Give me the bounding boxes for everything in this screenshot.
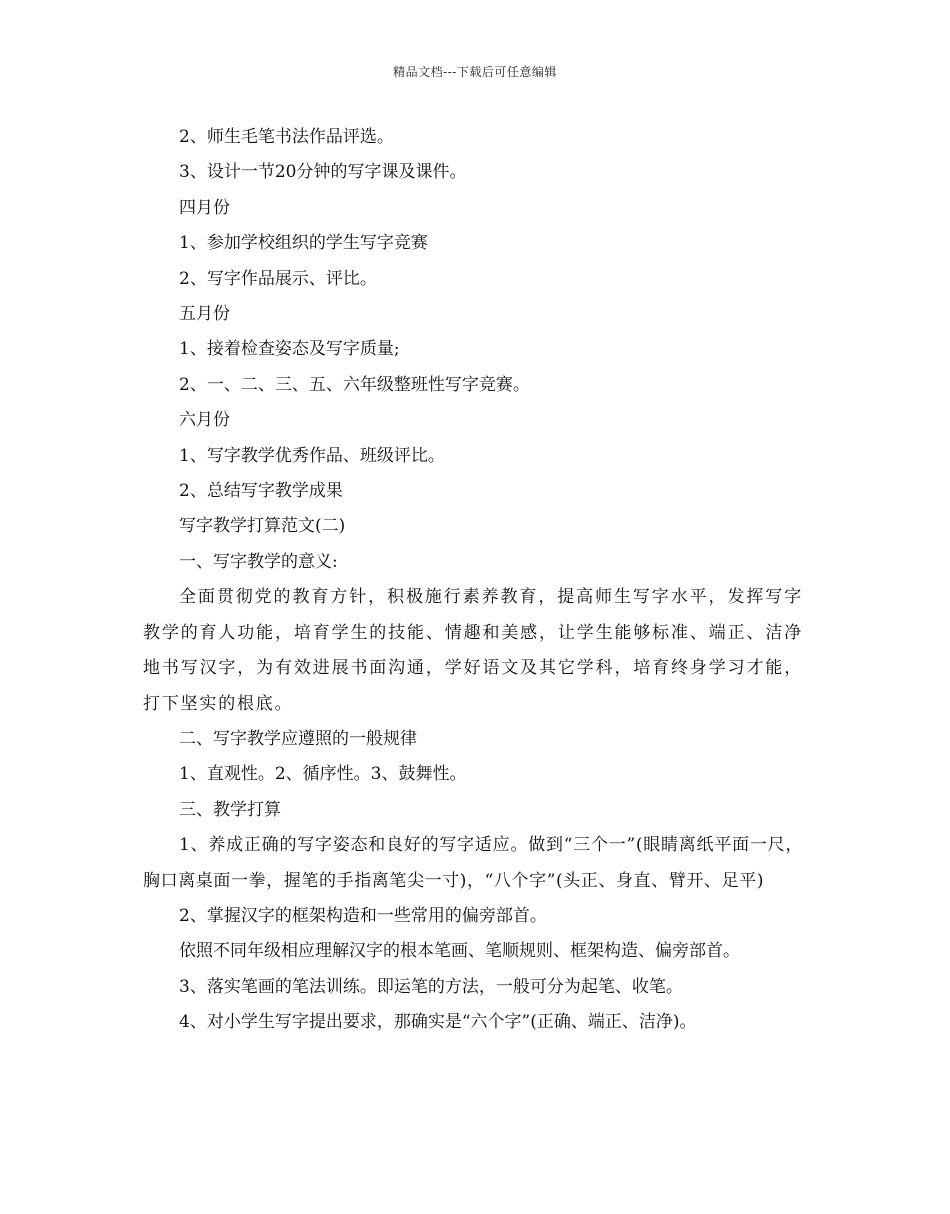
paragraph-significance: 全面贯彻党的教育方针，积极施行素养教育，提高师生写字水平，发挥写字教学的育人功能，培育学生的技能、情趣和美感，让学生能够标准、端正、洁净地书写汉字，为有效进展书面沟通，学好语文及其它学科，培育终身学习才能，打下坚实的根底。 bbox=[143, 587, 803, 714]
text-line: 2、写字作品展示、评比。 bbox=[179, 268, 377, 289]
text-line: 2、师生毛笔书法作品评选。 bbox=[179, 127, 394, 147]
month-heading: 六月份 bbox=[179, 410, 230, 431]
text-line: 3、落实笔画的笔法训练。即运笔的方法，一般可分为起笔、收笔。 bbox=[179, 976, 683, 997]
month-heading: 五月份 bbox=[179, 304, 230, 325]
text-line: 1、直观性。2、循序性。3、鼓舞性。 bbox=[179, 764, 467, 785]
text-line: 1、参加学校组织的学生写字竞赛 bbox=[179, 233, 428, 254]
section-title: 写字教学打算范文(二) bbox=[179, 516, 346, 537]
document-body bbox=[143, 120, 803, 1041]
paragraph-posture: 1、养成正确的写字姿态和良好的写字适应。做到“三个一”(眼睛离纸平面一尺，胸口离桌面一拳，握笔的手指离笔尖一寸)，“八个字”(头正、身直、臂开、足平) bbox=[143, 835, 803, 891]
section-heading: 一、写字教学的意义: bbox=[179, 551, 338, 572]
text-line: 依照不同年级相应理解汉字的根本笔画、笔顺规则、框架构造、偏旁部首。 bbox=[179, 941, 740, 962]
text-line: 3、设计一节20分钟的写字课及课件。 bbox=[179, 162, 467, 183]
page-header: 精品文档---下载后可任意编辑 bbox=[393, 65, 557, 79]
text-line: 1、写字教学优秀作品、班级评比。 bbox=[179, 445, 445, 466]
text-line: 1、接着检查姿态及写字质量; bbox=[179, 339, 400, 360]
month-heading: 四月份 bbox=[179, 197, 230, 218]
text-line: 2、掌握汉字的框架构造和一些常用的偏旁部首。 bbox=[179, 905, 547, 926]
section-heading: 三、教学打算 bbox=[179, 799, 281, 820]
text-line: 4、对小学生写字提出要求，那确实是“六个字”(正确、端正、洁净)。 bbox=[179, 1012, 697, 1033]
section-heading: 二、写字教学应遵照的一般规律 bbox=[179, 728, 417, 749]
text-line: 2、一、二、三、五、六年级整班性写字竞赛。 bbox=[179, 374, 530, 395]
text-line: 2、总结写字教学成果 bbox=[179, 481, 343, 502]
